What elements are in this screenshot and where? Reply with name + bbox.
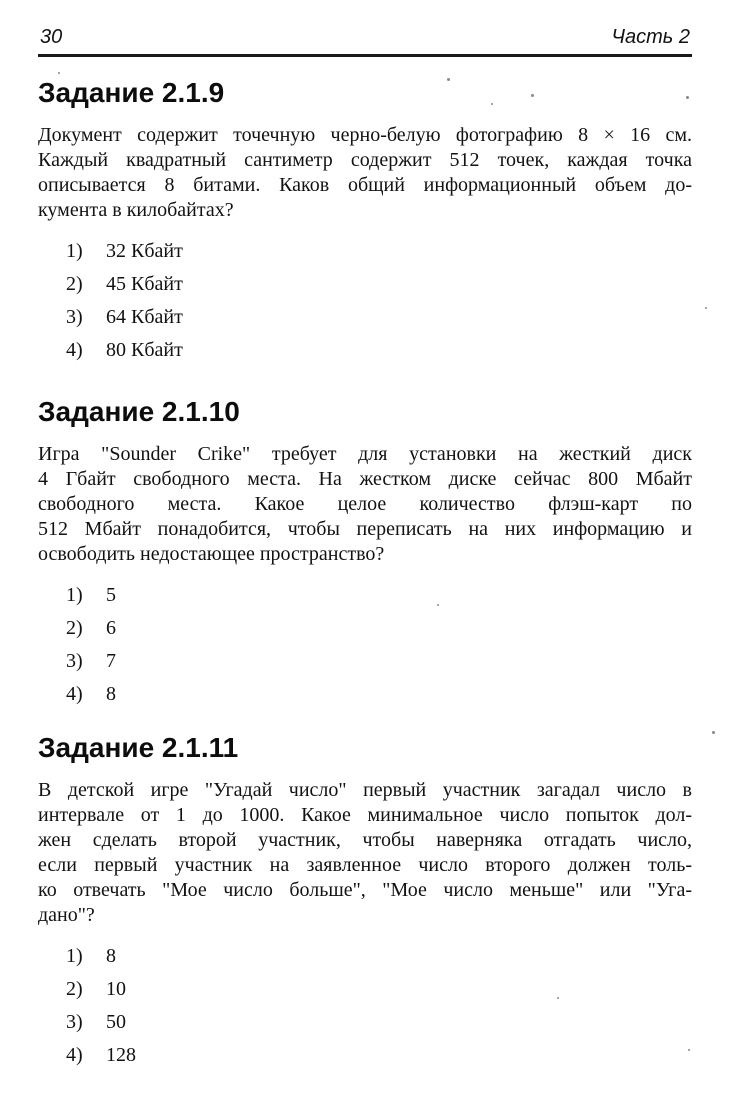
paragraph-line: описывается 8 битами. Каков общий информационный объем до- bbox=[38, 174, 692, 196]
scan-speck bbox=[491, 103, 493, 105]
scan-speck bbox=[705, 307, 707, 309]
option-number: 3) bbox=[66, 1011, 83, 1033]
task-title: Задание 2.1.9 bbox=[38, 77, 225, 108]
paragraph-line: кумента в килобайтах? bbox=[38, 199, 234, 221]
task-title: Задание 2.1.10 bbox=[38, 396, 240, 427]
option-text: 5 bbox=[106, 584, 116, 606]
task-2-1-11 bbox=[38, 733, 692, 1072]
running-head bbox=[38, 26, 692, 57]
scan-speck bbox=[531, 94, 534, 97]
task-title: Задание 2.1.11 bbox=[38, 732, 239, 763]
option-row bbox=[66, 1006, 692, 1039]
option-text: 8 bbox=[106, 683, 116, 705]
scan-speck bbox=[437, 604, 439, 606]
paragraph-line: 4 Гбайт свободного места. На жестком диске сейчас 800 Мбайт bbox=[38, 468, 692, 490]
option-row bbox=[66, 678, 692, 711]
option-number: 3) bbox=[66, 650, 83, 672]
option-number: 2) bbox=[66, 978, 83, 1000]
option-number: 3) bbox=[66, 306, 83, 328]
option-number: 4) bbox=[66, 339, 83, 361]
paragraph-line: свободного места. Какое целое количество флэш-карт по bbox=[38, 493, 692, 515]
option-text: 45 Кбайт bbox=[106, 273, 183, 295]
answer-options bbox=[38, 940, 692, 1072]
option-number: 4) bbox=[66, 1044, 83, 1066]
scan-speck bbox=[712, 731, 715, 734]
paragraph-line: Игра "Sounder Crike" требует для установки на жесткий диск bbox=[38, 443, 692, 465]
option-row bbox=[66, 940, 692, 973]
option-text: 10 bbox=[106, 978, 126, 1000]
paragraph-line: дано"? bbox=[38, 904, 95, 926]
option-text: 64 Кбайт bbox=[106, 306, 183, 328]
option-row bbox=[66, 301, 692, 334]
paragraph-line: ко отвечать "Мое число больше", "Мое число меньше" или "Уга- bbox=[38, 879, 692, 901]
option-number: 1) bbox=[66, 584, 83, 606]
task-2-1-9 bbox=[38, 78, 692, 367]
option-row bbox=[66, 612, 692, 645]
option-text: 50 bbox=[106, 1011, 126, 1033]
answer-options bbox=[38, 235, 692, 367]
task-2-1-10 bbox=[38, 397, 692, 711]
option-text: 7 bbox=[106, 650, 116, 672]
option-row bbox=[66, 235, 692, 268]
answer-options bbox=[38, 579, 692, 711]
scan-speck bbox=[688, 1049, 690, 1051]
option-row bbox=[66, 645, 692, 678]
option-number: 1) bbox=[66, 240, 83, 262]
task-paragraph bbox=[38, 123, 692, 223]
paragraph-line: Каждый квадратный сантиметр содержит 512 точек, каждая точка bbox=[38, 149, 692, 171]
page-number: 30 bbox=[40, 26, 63, 48]
option-row bbox=[66, 579, 692, 612]
option-number: 1) bbox=[66, 945, 83, 967]
paragraph-line: В детской игре "Угадай число" первый участник загадал число в bbox=[38, 779, 692, 801]
option-number: 2) bbox=[66, 273, 83, 295]
scan-speck bbox=[447, 78, 450, 81]
option-row bbox=[66, 268, 692, 301]
option-row bbox=[66, 1039, 692, 1072]
option-number: 2) bbox=[66, 617, 83, 639]
paragraph-line: если первый участник на заявленное число второго должен толь- bbox=[38, 854, 692, 876]
task-paragraph bbox=[38, 442, 692, 567]
paragraph-line: 512 Мбайт понадобится, чтобы переписать на них информацию и bbox=[38, 518, 692, 540]
paragraph-line: интервале от 1 до 1000. Какое минимальное число попыток дол- bbox=[38, 804, 692, 826]
option-row bbox=[66, 973, 692, 1006]
paragraph-line: освободить недостающее пространство? bbox=[38, 543, 385, 565]
scan-speck bbox=[58, 72, 60, 74]
option-text: 80 Кбайт bbox=[106, 339, 183, 361]
paragraph-line: жен сделать второй участник, чтобы наверняка отгадать число, bbox=[38, 829, 692, 851]
paragraph-line: Документ содержит точечную черно-белую фотографию 8 × 16 см. bbox=[38, 124, 692, 146]
scan-speck bbox=[557, 997, 559, 999]
option-text: 8 bbox=[106, 945, 116, 967]
scan-speck bbox=[686, 96, 689, 99]
section-label: Часть 2 bbox=[611, 26, 690, 48]
option-row bbox=[66, 334, 692, 367]
option-text: 128 bbox=[106, 1044, 136, 1066]
option-text: 32 Кбайт bbox=[106, 240, 183, 262]
option-number: 4) bbox=[66, 683, 83, 705]
task-paragraph bbox=[38, 778, 692, 928]
option-text: 6 bbox=[106, 617, 116, 639]
